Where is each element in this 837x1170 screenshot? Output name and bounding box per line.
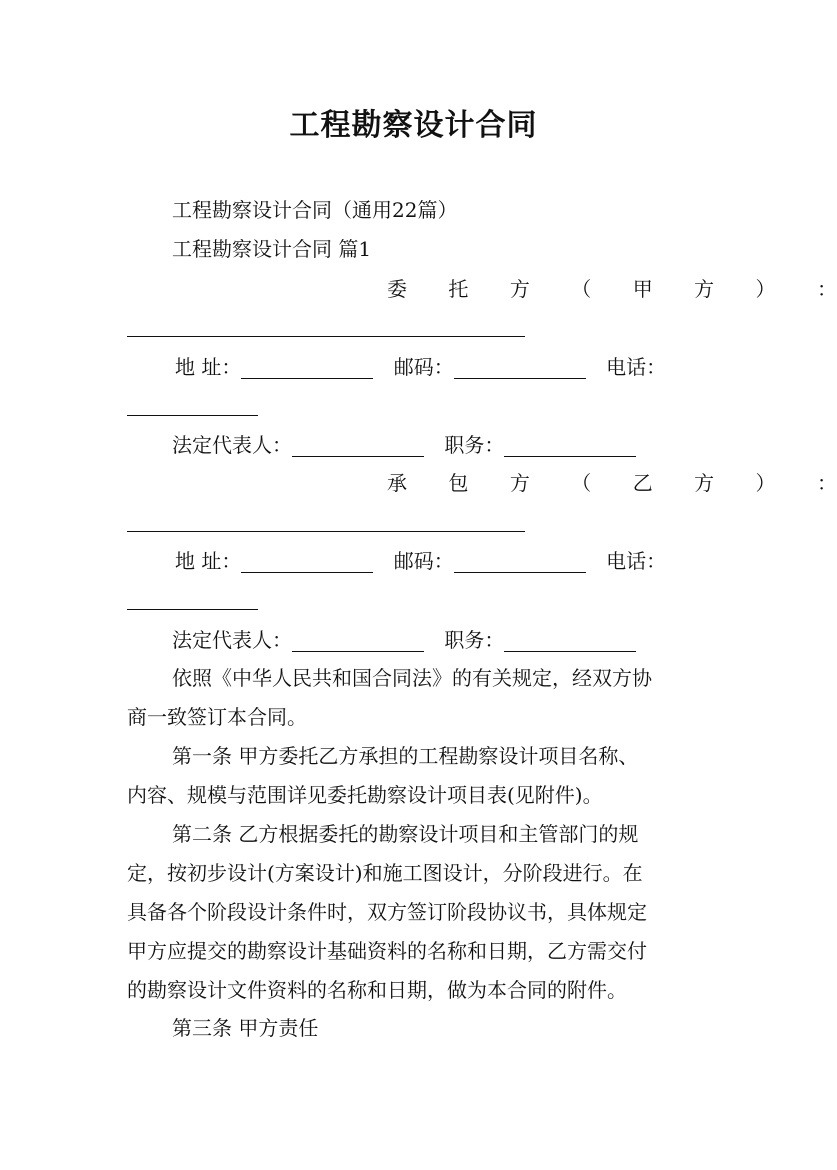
address-row-a [127, 355, 707, 379]
legal-rep-row-b [127, 628, 752, 652]
address-blank[interactable] [241, 360, 373, 379]
phone-blank[interactable] [127, 415, 258, 416]
document-title: 工程勘察设计合同 [289, 108, 538, 143]
article-1-line: 内容、规模与范围详见委托勘察设计项目表(见附件)。 [127, 783, 603, 807]
address-blank[interactable] [241, 554, 373, 573]
subtitle: 工程勘察设计合同（通用22篇） [172, 198, 458, 222]
phone-blank[interactable] [127, 609, 258, 610]
section-title: 工程勘察设计合同 篇1 [172, 237, 372, 261]
phone-label: 电话： [606, 355, 667, 379]
address-label: 地 址： [175, 355, 242, 379]
phone-label: 电话： [606, 549, 667, 573]
party-b-label: 承 包 方 （ 乙 方 ） ： [387, 471, 837, 495]
postcode-blank[interactable] [454, 360, 586, 379]
legal-rep-blank[interactable] [292, 438, 424, 457]
address-row-b [127, 549, 707, 573]
position-blank[interactable] [504, 633, 636, 652]
legal-rep-label: 法定代表人： [172, 433, 292, 457]
party-a-blank[interactable] [127, 336, 525, 337]
legal-rep-blank[interactable] [292, 633, 424, 652]
party-a-label: 委 托 方 （ 甲 方 ） ： [387, 277, 837, 301]
legal-rep-label: 法定代表人： [172, 628, 292, 652]
postcode-label: 邮码： [393, 355, 454, 379]
legal-rep-row-a [127, 433, 752, 457]
article-2-line: 甲方应提交的勘察设计基础资料的名称和日期，乙方需交付 [127, 939, 647, 963]
article-3-heading: 第三条 甲方责任 [172, 1016, 319, 1040]
article-2-line: 的勘察设计文件资料的名称和日期，做为本合同的附件。 [127, 978, 627, 1002]
basis-paragraph-line: 依照《中华人民共和国合同法》的有关规定，经双方协 [172, 666, 652, 690]
position-label: 职务： [444, 433, 505, 457]
position-label: 职务： [444, 628, 505, 652]
article-1-line: 第一条 甲方委托乙方承担的工程勘察设计项目名称、 [172, 744, 639, 768]
address-label: 地 址： [175, 549, 242, 573]
party-b-blank[interactable] [127, 531, 525, 532]
position-blank[interactable] [504, 438, 636, 457]
postcode-blank[interactable] [454, 554, 586, 573]
basis-paragraph-line: 商一致签订本合同。 [127, 705, 307, 729]
postcode-label: 邮码： [393, 549, 454, 573]
article-2-line: 具备各个阶段设计条件时，双方签订阶段协议书，具体规定 [127, 900, 647, 924]
article-2-line: 第二条 乙方根据委托的勘察设计项目和主管部门的规 [172, 822, 639, 846]
article-2-line: 定，按初步设计(方案设计)和施工图设计，分阶段进行。在 [127, 861, 643, 885]
